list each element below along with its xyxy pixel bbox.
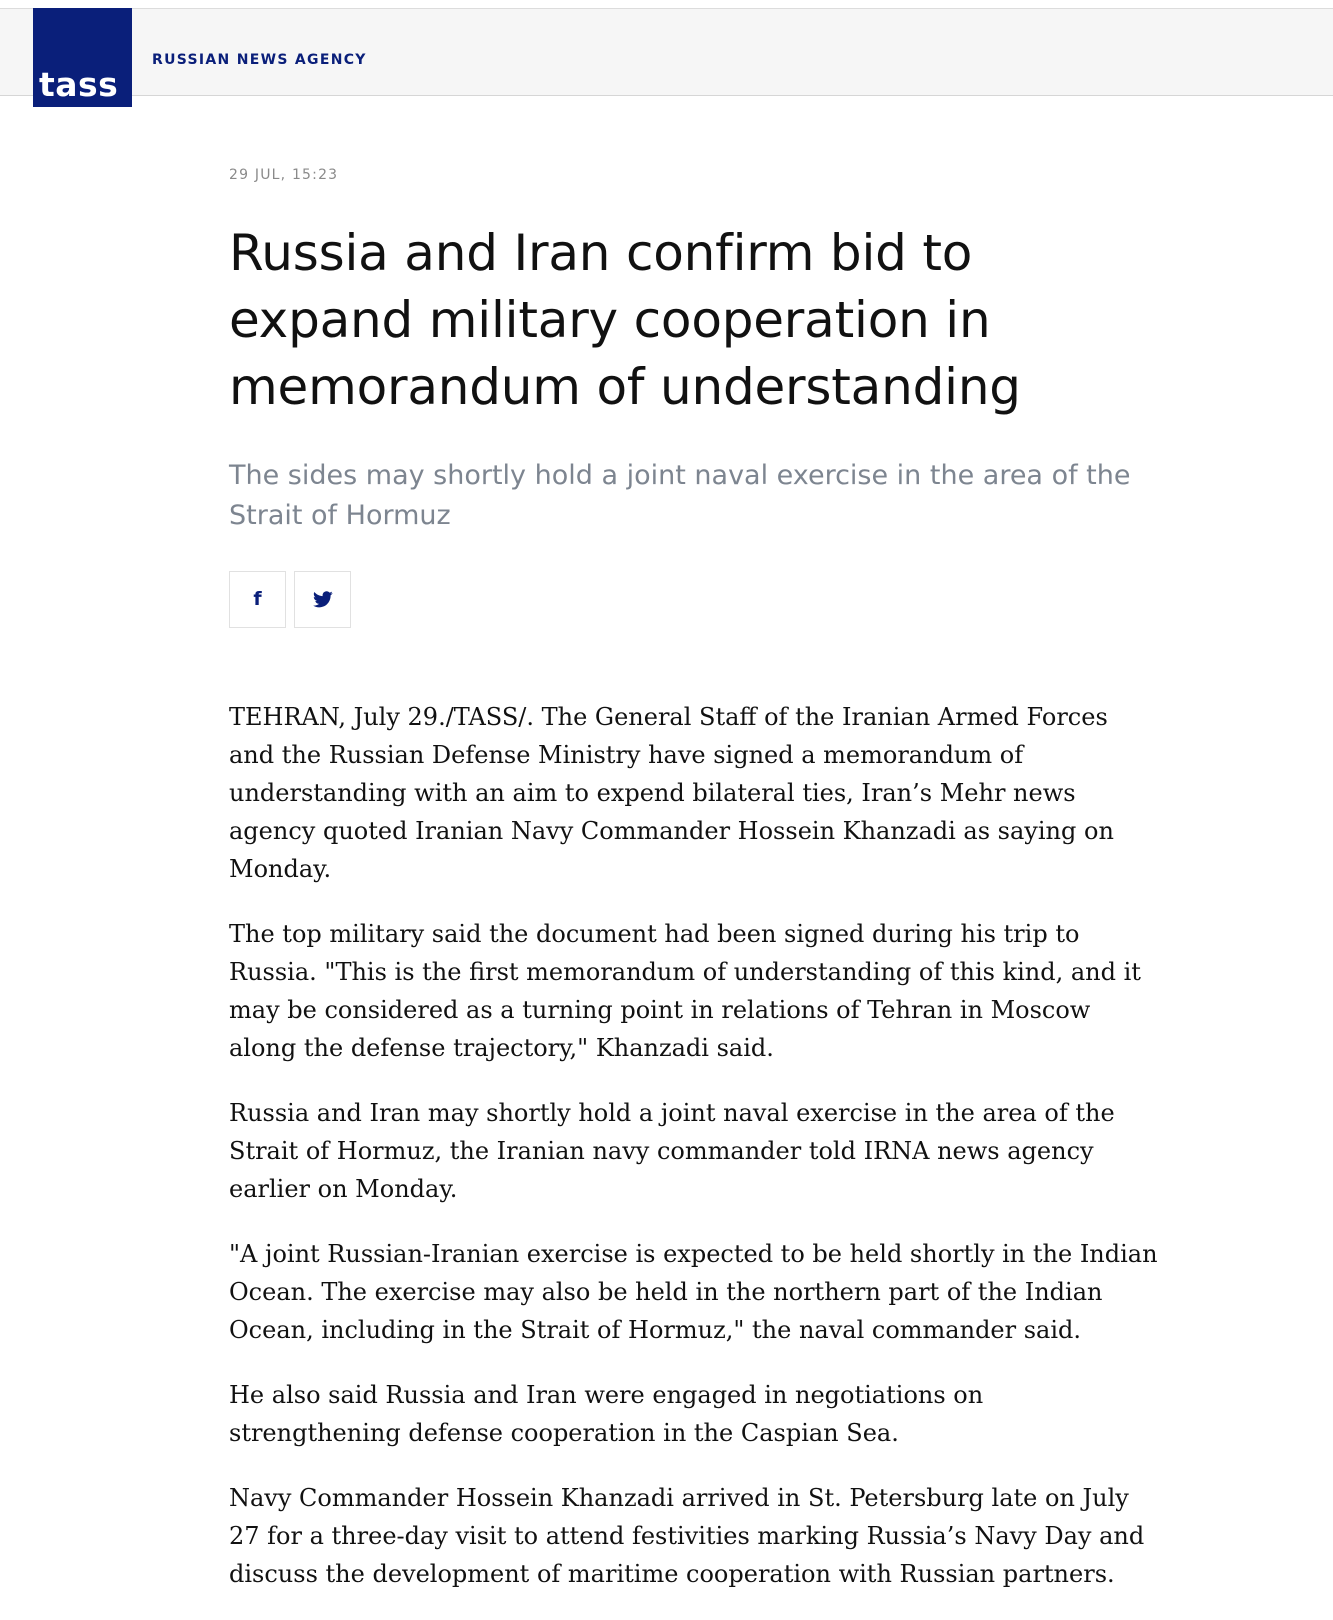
article-lead: The sides may shortly hold a joint naval exercise in the area of the Strait of Hormuz: [229, 460, 1131, 531]
article-paragraph: The top military said the document had been signed during his trip to Russia. "This is the first memorandum of understanding of this kind, and it may be considered as a turning point in relations of Tehran in Moscow along the defense trajectory," Khanzadi said.: [229, 920, 1141, 1062]
twitter-icon: [313, 591, 333, 608]
article-paragraph: He also said Russia and Iran were engaged in negotiations on strengthening defense cooperation in the Caspian Sea.: [229, 1381, 984, 1447]
article-headline: Russia and Iran confirm bid to expand military cooperation in memorandum of understanding: [229, 224, 1021, 416]
tass-logo[interactable]: [33, 8, 132, 107]
facebook-share-button[interactable]: [229, 571, 286, 628]
article-body: [229, 698, 1159, 1620]
site-header: [0, 8, 1333, 96]
twitter-share-button[interactable]: [294, 571, 351, 628]
article-paragraph: TEHRAN, July 29./TASS/. The General Staff of the Iranian Armed Forces and the Russian Defense Ministry have signed a memorandum of understanding with an aim to expend bilateral ties, Iran’s Mehr news agency quoted Iranian Navy Commander Hossein Khanzadi as saying on Monday.: [229, 703, 1114, 883]
article-dateline: 29 JUL, 15:23: [229, 167, 339, 183]
facebook-icon: f: [253, 588, 262, 610]
share-buttons: [229, 571, 351, 628]
article-paragraph: Russia and Iran may shortly hold a joint naval exercise in the area of the Strait of Hormuz, the Iranian navy commander told IRNA news agency earlier on Monday.: [229, 1099, 1115, 1203]
site-tagline[interactable]: RUSSIAN NEWS AGENCY: [152, 52, 367, 68]
logo-wordmark: tass: [39, 65, 119, 104]
article-paragraph: "A joint Russian-Iranian exercise is expected to be held shortly in the Indian Ocean. The exercise may also be held in the northern part of the Indian Ocean, including in the Strait of Hormuz," the naval commander said.: [229, 1240, 1158, 1344]
article-paragraph: Navy Commander Hossein Khanzadi arrived in St. Petersburg late on July 27 for a three-day visit to attend festivities marking Russia’s Navy Day and discuss the development of maritime cooperation with Russian partners.: [229, 1484, 1145, 1588]
